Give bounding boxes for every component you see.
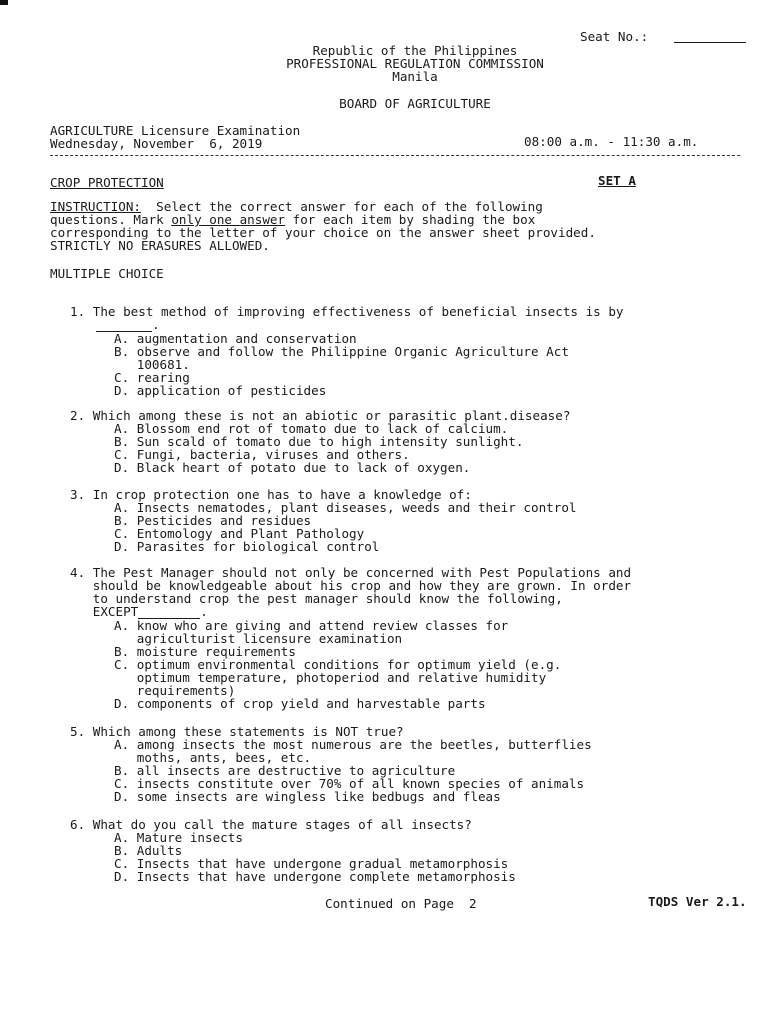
option-d: D. application of pesticides [114, 383, 327, 398]
instruction-line-4: STRICTLY NO ERASURES ALLOWED. [50, 238, 270, 253]
option-c-cont: optimum temperature, photoperiod and relative humidity [114, 670, 547, 685]
option-b: B. all insects are destructive to agriculture [114, 763, 456, 778]
except-text: EXCEPT [70, 604, 139, 619]
scan-corner-mark [0, 0, 8, 5]
question-1 [70, 305, 624, 397]
option-a: A. Blossom end rot of tomato due to lack of calcium. [114, 421, 509, 436]
option-b: B. Adults [114, 843, 183, 858]
instruction-emphasis: only one answer [171, 212, 286, 227]
exam-date: Wednesday, November 6, 2019 [50, 136, 263, 151]
question-stem-except [70, 605, 631, 619]
option-b-cont: 100681. [114, 357, 190, 372]
question-stem-end: . [152, 317, 160, 332]
answer-blank [96, 318, 152, 332]
header-commission: PROFESSIONAL REGULATION COMMISSION [286, 56, 544, 71]
question-3 [70, 488, 577, 553]
subject-title: CROP PROTECTION [50, 175, 164, 190]
question-stem-end: . [200, 604, 208, 619]
set-label: SET A [598, 173, 636, 188]
option-c: C. optimum environmental conditions for optimum yield (e.g. [114, 657, 562, 672]
options [70, 831, 516, 883]
options [70, 422, 570, 474]
option-a-cont: agriculturist licensure examination [114, 631, 403, 646]
option-b: B. observe and follow the Philippine Organic Agriculture Act [114, 344, 569, 359]
header-city: Manila [392, 69, 438, 84]
question-stem: 5. Which among these statements is NOT true? [70, 724, 404, 739]
option-a: A. augmentation and conservation [114, 331, 357, 346]
question-stem: 6. What do you call the mature stages of all insects? [70, 817, 472, 832]
option-a-cont: moths, ants, bees, etc. [114, 750, 312, 765]
options [70, 332, 624, 397]
option-d: D. Parasites for biological control [114, 539, 380, 554]
exam-title: AGRICULTURE Licensure Examination [50, 123, 301, 138]
answer-blank [138, 605, 200, 619]
instruction-text-2c: for each item by shading the box [285, 212, 536, 227]
instruction-label: INSTRUCTION: [50, 199, 141, 214]
option-c: C. Fungi, bacteria, viruses and others. [114, 447, 410, 462]
option-a: A. among insects the most numerous are the beetles, butterflies [114, 737, 592, 752]
option-c: C. rearing [114, 370, 190, 385]
option-c: C. insects constitute over 70% of all known species of animals [114, 776, 585, 791]
instruction-text-1: Select the correct answer for each of the following [141, 199, 543, 214]
option-d: D. components of crop yield and harvestable parts [114, 696, 486, 711]
exam-time: 08:00 a.m. - 11:30 a.m. [524, 134, 699, 149]
question-stem: 2. Which among these is not an abiotic or parasitic plant.disease? [70, 408, 571, 423]
option-c: C. Insects that have undergone gradual metamorphosis [114, 856, 509, 871]
header-divider [50, 155, 740, 156]
option-c-cont: requirements) [114, 683, 236, 698]
header-board: BOARD OF AGRICULTURE [339, 96, 491, 111]
header-republic: Republic of the Philippines [312, 43, 518, 58]
seat-number-label [580, 30, 648, 43]
options [70, 501, 577, 553]
question-stem: 1. The best method of improving effectiveness of beneficial insects is by [70, 304, 624, 319]
question-stem: 4. The Pest Manager should not only be concerned with Pest Populations and [70, 565, 632, 580]
question-4 [70, 566, 631, 710]
option-d: D. some insects are wingless like bedbugs and fleas [114, 789, 501, 804]
seat-number-blank [674, 42, 746, 43]
question-stem: 3. In crop protection one has to have a knowledge of: [70, 487, 472, 502]
instruction-line-3: corresponding to the letter of your choice on the answer sheet provided. [50, 225, 596, 240]
question-2 [70, 409, 570, 474]
version-label: TQDS Ver 2.1. [648, 894, 747, 909]
continued-on-page: Continued on Page 2 [325, 896, 477, 911]
question-5 [70, 725, 592, 803]
seat-label-text: Seat No.: [580, 29, 649, 44]
option-b: B. Sun scald of tomato due to high intensity sunlight. [114, 434, 524, 449]
option-a: A. Insects nematodes, plant diseases, weeds and their control [114, 500, 577, 515]
option-b: B. moisture requirements [114, 644, 296, 659]
option-c: C. Entomology and Plant Pathology [114, 526, 365, 541]
instruction-text-2a: questions. Mark [50, 212, 172, 227]
option-a: A. know who are giving and attend review classes for [114, 618, 509, 633]
section-title: MULTIPLE CHOICE [50, 266, 164, 281]
question-stem-cont: should be knowledgeable about his crop and how they are grown. In order [70, 578, 632, 593]
question-6 [70, 818, 516, 883]
option-a: A. Mature insects [114, 830, 243, 845]
question-stem-blank-line [70, 318, 624, 332]
options [70, 619, 631, 710]
option-d: D. Black heart of potato due to lack of oxygen. [114, 460, 471, 475]
options [70, 738, 592, 803]
option-b: B. Pesticides and residues [114, 513, 312, 528]
option-d: D. Insects that have undergone complete metamorphosis [114, 869, 516, 884]
question-stem-cont: to understand crop the pest manager should know the following, [70, 591, 563, 606]
